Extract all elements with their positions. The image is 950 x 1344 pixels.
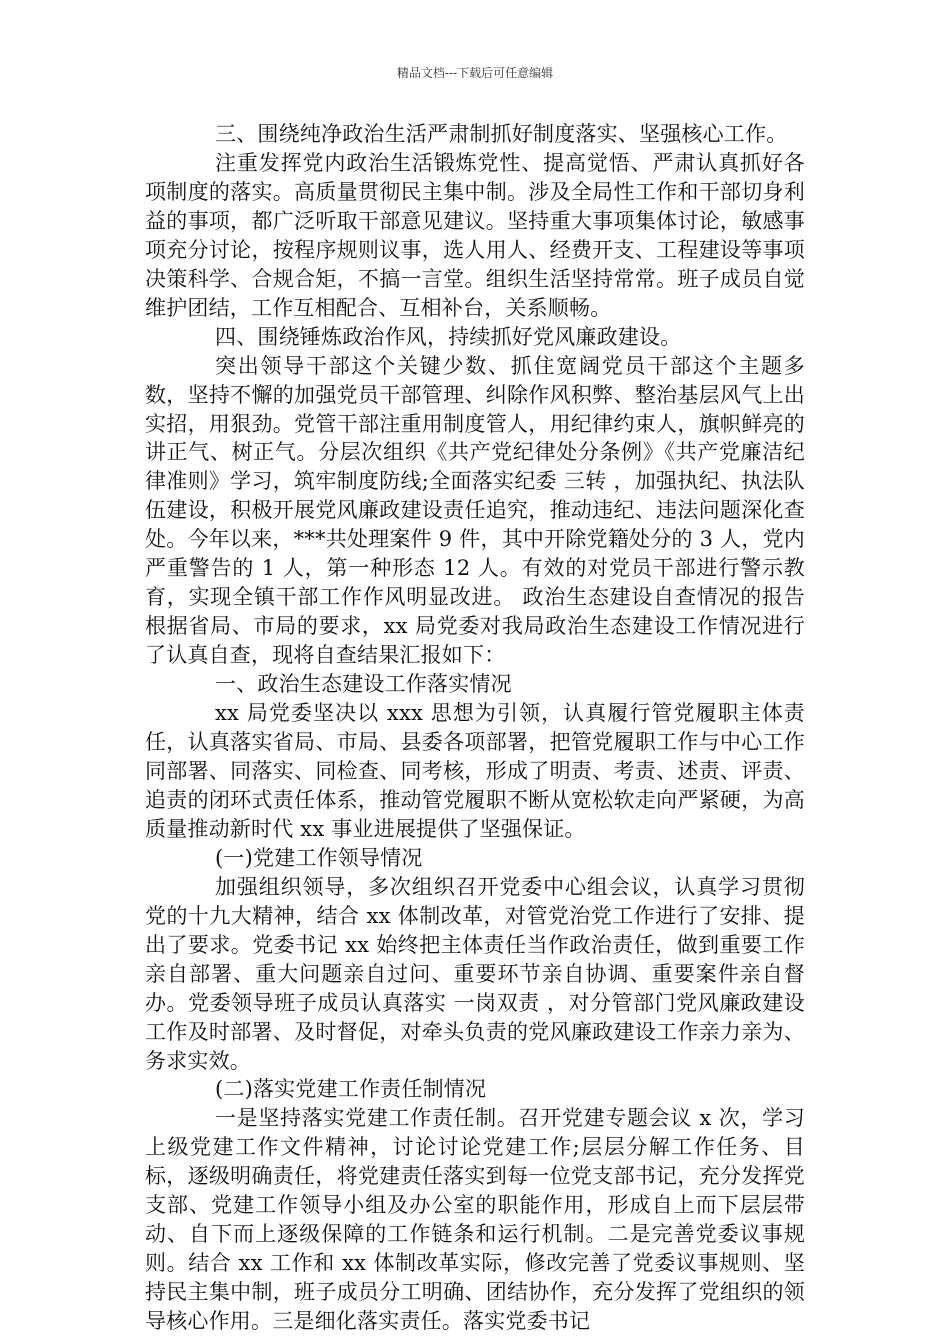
section-heading-4: 四、围绕锤炼政治作风，持续抓好党风廉政建设。 — [215, 324, 682, 349]
subsection-heading-1: (一)党建工作领导情况 — [215, 845, 423, 870]
paragraph: xx 局党委坚决以 xxx 思想为引领，认真履行管党履职主体责任，认真落实省局、市局、县委各项部署，把管党履职工作与中心工作同部署、同落实、同检查、同考核，形成了明责、考责、述责、评责、追责的闭环式责任体系，推动管党履职不断从宽松软走向严紧硬，为高质量推动新时代 xx 事业进展提供了坚强保证。 — [145, 701, 805, 841]
section-heading-1: 一、政治生态建设工作落实情况 — [215, 672, 512, 697]
paragraph: 一是坚持落实党建工作责任制。召开党建专题会议 x 次，学习上级党建工作文件精神，讨论讨论党建工作;层层分解工作任务、目标，逐级明确责任，将党建责任落实到每一位党支部书记，充分发挥党支部、党建工作领导小组及办公室的职能作用，形成自上而下层层带动、自下而上逐级保障的工作链条和运行机制。二是完善党委议事规则。结合 xx 工作和 xx 体制改革实际，修改完善了党委议事规则、坚持民主集中制，班子成员分工明确、团结协作，充分发挥了党组织的领导核心作用。三是细化落实责任。落实党委书记 — [145, 1106, 805, 1334]
paragraph: 注重发挥党内政治生活锻炼党性、提高觉悟、严肃认真抓好各项制度的落实。高质量贯彻民主集中制。涉及全局性工作和干部切身利益的事项，都广泛听取干部意见建议。坚持重大事项集体讨论，敏感事项充分讨论，按程序规则议事，选人用人、经费开支、工程建设等事项决策科学、合规合矩，不搞一言堂。组织生活坚持常常。班子成员自觉维护团结，工作互相配合、互相补台，关系顺畅。 — [145, 150, 805, 320]
subsection-heading-2: (二)落实党建工作责任制情况 — [215, 1077, 487, 1102]
document-body — [145, 120, 805, 1336]
section-heading-3: 三、围绕纯净政治生活严肃制抓好制度落实、坚强核心工作。 — [215, 122, 788, 146]
paragraph: 加强组织领导，多次组织召开党委中心组会议，认真学习贯彻党的十九大精神，结合 xx 体制改革，对管党治党工作进行了安排、提出了要求。党委书记 xx 始终把主体责任当作政治责任，做到重要工作亲自部署、重大问题亲自过问、重要环节亲自协调、重要案件亲自督办。党委领导班子成员认真落实 一岗双责 ，对分管部门党风廉政建设工作及时部署、及时督促，对牵头负责的党风廉政建设工作亲力亲为、务求实效。 — [145, 874, 805, 1073]
page-header: 精品文档---下载后可任意编辑 — [396, 66, 554, 80]
paragraph: 突出领导干部这个关键少数、抓住宽阔党员干部这个主题多数，坚持不懈的加强党员干部管理、纠除作风积弊、整治基层风气上出实招，用狠劲。党管干部注重用制度管人，用纪律约束人，旗帜鲜亮的讲正气、树正气。分层次组织《共产党纪律处分条例》《共产党廉洁纪律准则》学习，筑牢制度防线;全面落实纪委 三转 ，加强执纪、执法队伍建设，积极开展党风廉政建设责任追究，推动违纪、违法问题深化查处。今年以来，***共处理案件 9 件，其中开除党籍处分的 3 人，党内严重警告的 1 人，第一种形态 12 人。有效的对党员干部进行警示教育，实现全镇干部工作作风明显改进。 政治生态建设自查情况的报告 根据省局、市局的要求，xx 局党委对我局政治生态建设工作情况进行了认真自查，现将自查结果汇报如下： — [145, 353, 805, 668]
